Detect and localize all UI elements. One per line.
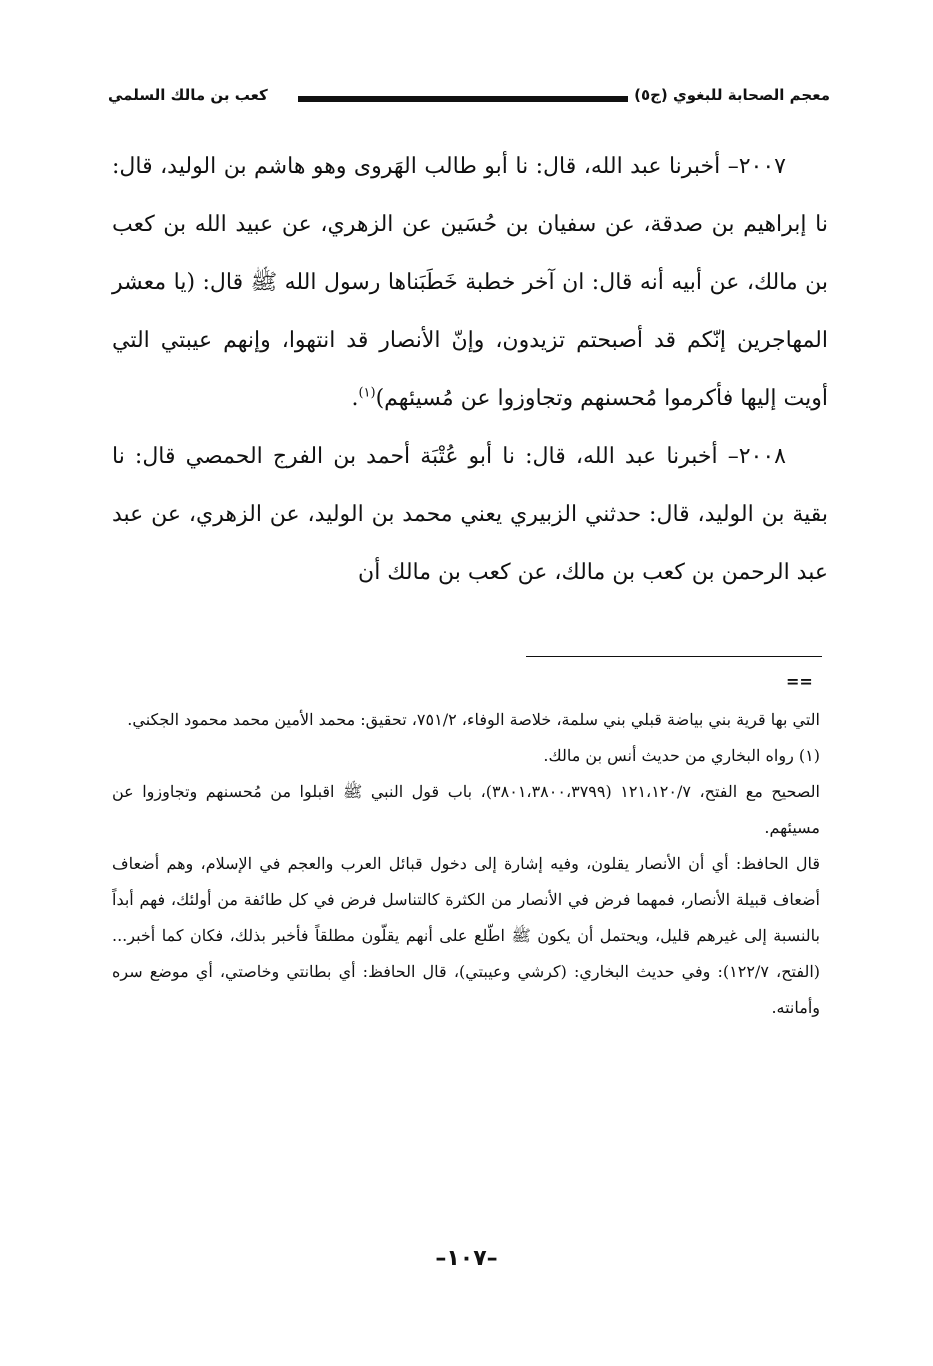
hadith-2007-text: ٢٠٠٧– أخبرنا عبد الله، قال: نا أبو طالب الهَروى وهو هاشم بن الوليد، قال: نا إبراهيم بن صدقة، عن سفيان بن حُسَين عن الزهري، عن عبيد الله بن كعب بن مالك، عن أبيه أنه قال: ان آخر خطبة خَطَبَناها رسول الله ﷺ قال: (يا معشر المهاجرين إنّكم قد أصبحتم تزيدون، وإنّ الأنصار قد انتهوا، وإنهم عيبتي التي أويت إليها فأكرموا مُحسنهم وتجاوزوا عن مُسيئهم): [112, 154, 829, 411]
running-header: [108, 86, 830, 116]
footnote-separator: [526, 656, 822, 657]
footnote-ref-1[interactable]: (١): [358, 385, 376, 401]
footnotes: [112, 702, 820, 1026]
footnote-1-title: (١) رواه البخاري من حديث أنس بن مالك.: [543, 746, 820, 765]
footnote-1-commentary: قال الحافظ: أي أن الأنصار يقلون، وفيه إشارة إلى دخول قبائل العرب والعجم في الإسلام، وهم أضعاف أضعاف قبيلة الأنصار، فمهما فرض في الأنصار من الكثرة كالتناسل فرض في كل طائفة من أولئك، فهم أبداً بالنسبة إلى غيرهم قليل، ويحتمل أن يكون ﷺ اطّلع على أنهم يقلّون مطلقاً فأخبر بذلك، فكان كما أخبر... (الفتح، ١٢٢/٧): وفي حديث البخاري: (كرشي وعيبتي)، قال الحافظ: أي بطانتي وخاصتي، أي موضع سره وأمانته.: [112, 854, 821, 1017]
footnote-1-source: الصحيح مع الفتح، ١٢١،١٢٠/٧ (٣٨٠١،٣٨٠٠،٣٧٩٩)، باب قول النبي ﷺ اقبلوا من مُحسنهم وتجاوزوا عن مسيئهم.: [112, 782, 821, 837]
header-rule: [298, 96, 628, 102]
hadith-2008: ٢٠٠٨– أخبرنا عبد الله، قال: نا أبو عُتْبَة أحمد بن الفرج الحمصي قال: نا بقية بن الوليد، قال: حدثني الزبيري يعني محمد بن الوليد، عن الزهري، عن عبد عبد الرحمن بن كعب بن مالك، عن كعب بن مالك أن: [112, 444, 828, 585]
paragraph-end: .: [351, 386, 359, 411]
hadith-2007: [112, 138, 828, 428]
main-text: [112, 138, 828, 602]
continuation-mark: ==: [786, 672, 813, 691]
footnote-continued: التي بها قرية بني بياضة قبلي بني سلمة، خلاصة الوفاء، ٧٥١/٢، تحقيق: محمد الأمين محمد محمود الجكني.: [127, 710, 820, 729]
book-title: معجم الصحابة للبغوي (ج٥): [634, 86, 830, 104]
page-number: –١٠٧–: [435, 1246, 498, 1271]
chapter-title: كعب بن مالك السلمي: [108, 86, 268, 104]
